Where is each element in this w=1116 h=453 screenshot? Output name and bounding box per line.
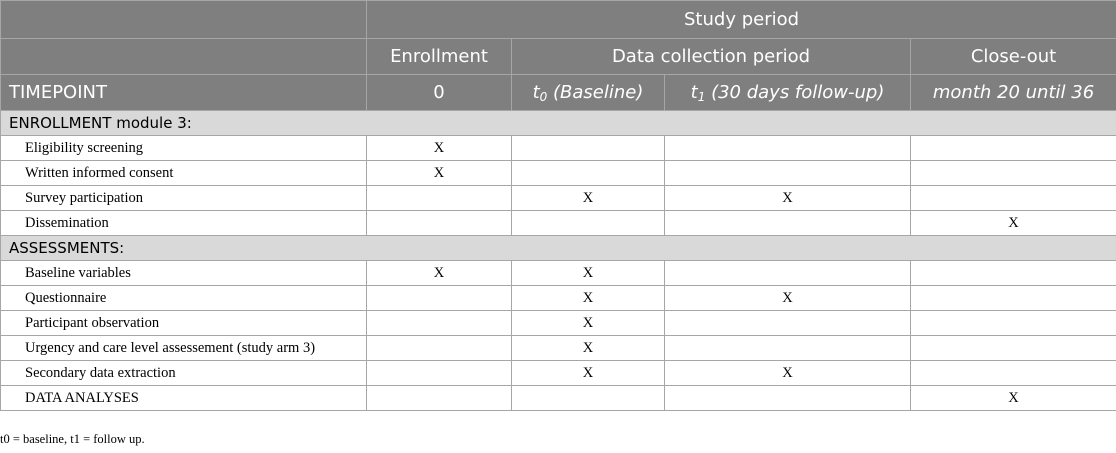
table-row — [1, 211, 1116, 236]
enrollment-header: Enrollment — [367, 39, 512, 75]
table-cell — [367, 211, 512, 236]
table-cell: X — [367, 261, 512, 286]
table-row — [1, 336, 1116, 361]
table-row — [1, 286, 1116, 311]
row-label: Participant observation — [1, 311, 367, 336]
table-cell — [911, 186, 1116, 211]
table-cell — [367, 311, 512, 336]
close-out-header: Close-out — [911, 39, 1116, 75]
row-label: Survey participation — [1, 186, 367, 211]
table-cell — [665, 386, 911, 411]
timepoint-t0 — [512, 75, 665, 111]
table-row — [1, 261, 1116, 286]
t0-subscript: 0 — [539, 90, 548, 104]
table-cell — [512, 211, 665, 236]
section-row — [1, 111, 1116, 136]
header-empty-cell — [1, 1, 367, 39]
table-cell — [512, 161, 665, 186]
section-title: ENROLLMENT module 3: — [1, 111, 1116, 136]
table-body — [1, 111, 1116, 411]
table-cell: X — [665, 361, 911, 386]
table-row — [1, 386, 1116, 411]
t0-main: t — [532, 82, 540, 103]
timepoint-t1 — [665, 75, 911, 111]
close-out-timepoint-text: month 20 until 36 — [932, 82, 1095, 103]
footnote: t0 = baseline, t1 = follow up. — [0, 432, 145, 446]
table-row — [1, 161, 1116, 186]
header-empty-cell — [1, 39, 367, 75]
table-cell: X — [367, 136, 512, 161]
table-cell — [665, 261, 911, 286]
table-cell — [665, 336, 911, 361]
table-cell — [512, 386, 665, 411]
table-cell: X — [911, 386, 1116, 411]
table-cell — [367, 386, 512, 411]
study-period-header: Study period — [367, 1, 1116, 39]
row-label: Baseline variables — [1, 261, 367, 286]
timepoint-label: TIMEPOINT — [1, 75, 367, 111]
table-cell: X — [512, 336, 665, 361]
timepoint-close-out — [911, 75, 1116, 111]
table-cell — [367, 186, 512, 211]
table-cell — [911, 136, 1116, 161]
row-label: DATA ANALYSES — [1, 386, 367, 411]
t1-subscript: 1 — [697, 90, 706, 104]
row-label: Urgency and care level assessement (study arm 3) — [1, 336, 367, 361]
data-collection-header: Data collection period — [512, 39, 911, 75]
table-cell: X — [512, 186, 665, 211]
row-label: Secondary data extraction — [1, 361, 367, 386]
table-cell — [911, 161, 1116, 186]
table-cell — [911, 336, 1116, 361]
table-cell — [665, 211, 911, 236]
table-cell: X — [512, 261, 665, 286]
table-cell — [911, 286, 1116, 311]
table-cell — [665, 136, 911, 161]
row-label: Eligibility screening — [1, 136, 367, 161]
table-row — [1, 361, 1116, 386]
t1-rest: (30 days follow-up) — [705, 82, 885, 103]
t1-main: t — [690, 82, 698, 103]
table-cell — [911, 261, 1116, 286]
table-cell — [512, 136, 665, 161]
table-cell: X — [911, 211, 1116, 236]
row-label: Written informed consent — [1, 161, 367, 186]
timepoint-enrollment: 0 — [367, 75, 512, 111]
table-cell — [911, 311, 1116, 336]
table-cell — [665, 311, 911, 336]
row-label: Dissemination — [1, 211, 367, 236]
section-row — [1, 236, 1116, 261]
table-row — [1, 186, 1116, 211]
table-row — [1, 311, 1116, 336]
table-cell — [911, 361, 1116, 386]
row-label: Questionnaire — [1, 286, 367, 311]
table-cell — [367, 336, 512, 361]
table-cell — [367, 361, 512, 386]
table-cell: X — [665, 286, 911, 311]
table-cell: X — [512, 311, 665, 336]
table-cell: X — [367, 161, 512, 186]
table-cell: X — [665, 186, 911, 211]
table-cell: X — [512, 361, 665, 386]
table-row — [1, 136, 1116, 161]
table-cell — [665, 161, 911, 186]
t0-rest: (Baseline) — [547, 82, 644, 103]
table-cell: X — [512, 286, 665, 311]
table-cell — [367, 286, 512, 311]
section-title: ASSESSMENTS: — [1, 236, 1116, 261]
